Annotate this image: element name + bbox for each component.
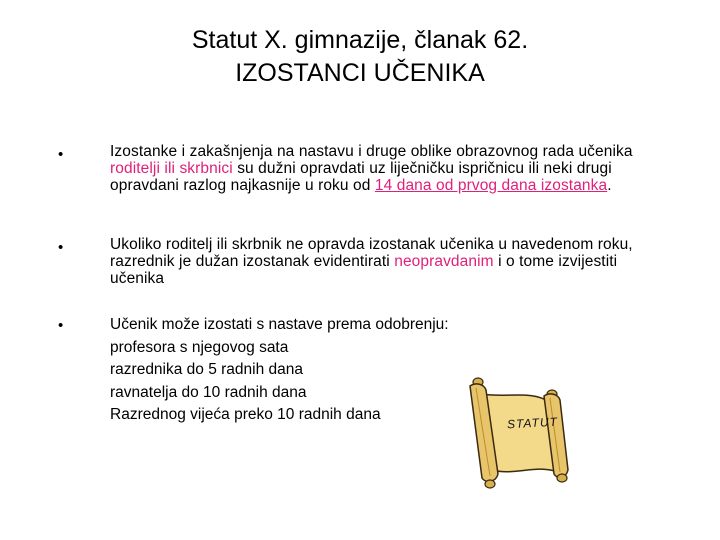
bullet-1-highlight-deadline: 14 dana od prvog dana izostanka [374,177,608,194]
bullet-1-highlight-parents: roditelji ili skrbnici [110,160,233,177]
bullet-3-line: profesora s njegovog sata [110,338,289,356]
title-line-1: Statut X. gimnazije, članak 62. [191,26,529,54]
bullet-marker: • [58,146,64,163]
bullet-2-highlight-unjustified: neopravdanim [394,253,494,270]
scroll-clipart-icon [440,372,600,492]
bullet-3-line: ravnatelja do 10 radnih dana [110,383,307,401]
bullet-1-text-b: su dužni opravdati uz liječničku ispričnicu ili neki drugi opravdani razlog najkasnije u roku od [110,160,612,194]
bullet-text-2 [110,236,670,287]
scroll-label: STATUT [506,414,559,432]
bullet-marker: • [58,239,64,256]
bullet-2-text-b: i o tome izvijestiti učenika [110,253,618,287]
title-line-2: IZOSTANCI UČENIKA [235,59,485,87]
bullet-marker: • [58,317,64,334]
bullet-1-text-a: Izostanke i zakašnjenja na nastavu i druge oblike obrazovnog rada učenika [110,143,633,160]
bullet-3-line: Učenik može izostati s nastave prema odobrenju: [110,316,449,333]
bullet-1-text-c: . [607,177,612,194]
bullet-text-1 [110,143,670,194]
bullet-3-line: razrednika do 5 radnih dana [110,361,304,378]
slide-title [0,24,720,90]
bullet-2-text-a: Ukoliko roditelj ili skrbnik ne opravda izostanak učenika u navedenom roku, razrednik je dužan izostanak evidentirati [110,236,633,270]
bullet-3-line: Razrednog vijeća preko 10 radnih dana [110,406,381,423]
